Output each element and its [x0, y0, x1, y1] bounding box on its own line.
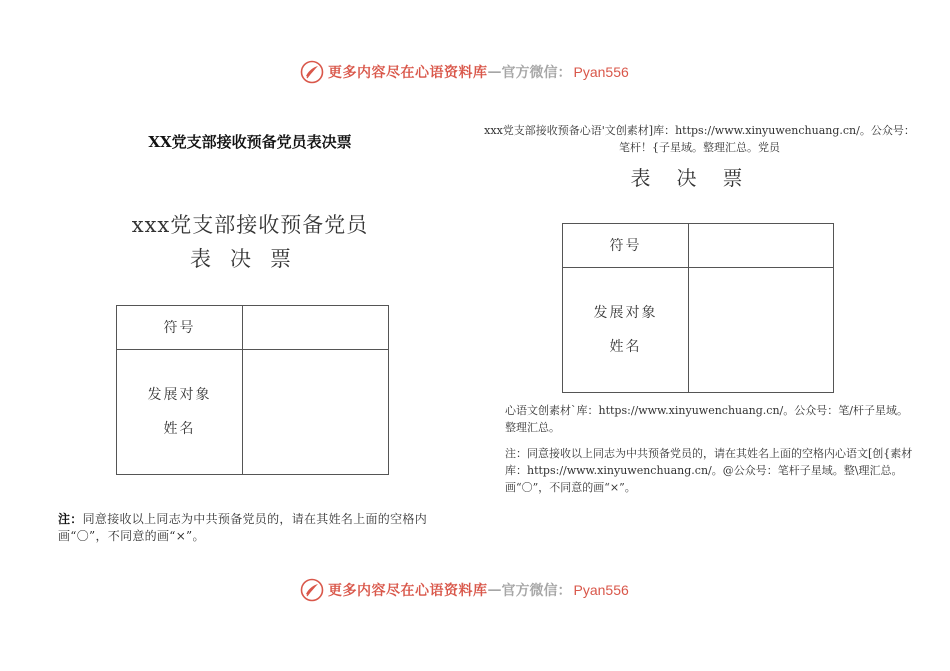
watermark-separator: — [487, 64, 502, 80]
left-symbol-input-cell[interactable] [243, 306, 389, 350]
left-symbol-label: 符号 [163, 319, 196, 336]
left-symbol-label-cell [117, 306, 243, 350]
right-symbol-label-cell [563, 224, 689, 268]
right-vote-table [562, 223, 834, 393]
watermark-main-text: 更多内容尽在心语资料库 [328, 65, 488, 81]
pen-logo-icon [300, 578, 324, 602]
left-heading-line2: 表决票 [190, 247, 310, 271]
left-candidate-label-line1: 发展对象 [147, 387, 212, 403]
left-candidate-name-cell[interactable] [243, 350, 389, 475]
right-candidate-label-cell [563, 268, 689, 393]
left-document-title: XX党支部接收预备党员表决票 [148, 133, 352, 151]
right-symbol-row [563, 224, 834, 268]
watermark-account: Pyan556 [573, 582, 629, 598]
left-vote-table [116, 305, 389, 475]
watermark-bottom [300, 578, 629, 602]
right-candidate-label-line2: 姓名 [609, 339, 642, 355]
right-note1: 心语文创素材`库：https://www.xinyuwenchuang.cn/。公众号：笔/杆子星域。整理汇总。 [505, 404, 908, 434]
right-candidate-name-cell[interactable] [689, 268, 834, 393]
left-note-text: 同意接收以上同志为中共预备党员的，请在其姓名上面的空格内画“〇”，不同意的画“×”。 [58, 512, 428, 543]
watermark-main-text: 更多内容尽在心语资料库 [328, 583, 488, 599]
watermark-top [300, 60, 629, 84]
right-candidate-label-line1: 发展对象 [593, 305, 658, 321]
left-heading-line1: xxx党支部接收预备党员 [131, 213, 369, 237]
watermark-official-label: 官方微信： [501, 65, 572, 81]
watermark-separator: — [487, 582, 502, 598]
left-candidate-label-cell [117, 350, 243, 475]
left-candidate-row [117, 350, 389, 475]
right-note2: 注：同意接收以上同志为中共预备党员的，请在其姓名上面的空格内心语文[创{素材库：https://www.xinyuwenchuang.cn/。@公众号：笔杆子星域。整\理汇总。画“〇”，不同意的画“×”。 [505, 447, 913, 494]
left-note [58, 511, 463, 545]
left-note-prefix: 注： [58, 512, 83, 526]
pen-logo-icon [300, 60, 324, 84]
left-symbol-row [117, 306, 389, 350]
right-heading: 表决票 [630, 166, 769, 190]
right-symbol-input-cell[interactable] [689, 224, 834, 268]
left-candidate-label-line2: 姓名 [163, 421, 196, 437]
right-symbol-label: 符号 [609, 237, 642, 254]
watermark-official-label: 官方微信： [501, 583, 572, 599]
right-top-text: xxx党支部接收预备心语'文创素材]库：https://www.xinyuwenchuang.cn/。公众号：笔杆！{子星域。整理汇总。党员 [484, 124, 915, 154]
right-candidate-row [563, 268, 834, 393]
watermark-account: Pyan556 [573, 64, 629, 80]
